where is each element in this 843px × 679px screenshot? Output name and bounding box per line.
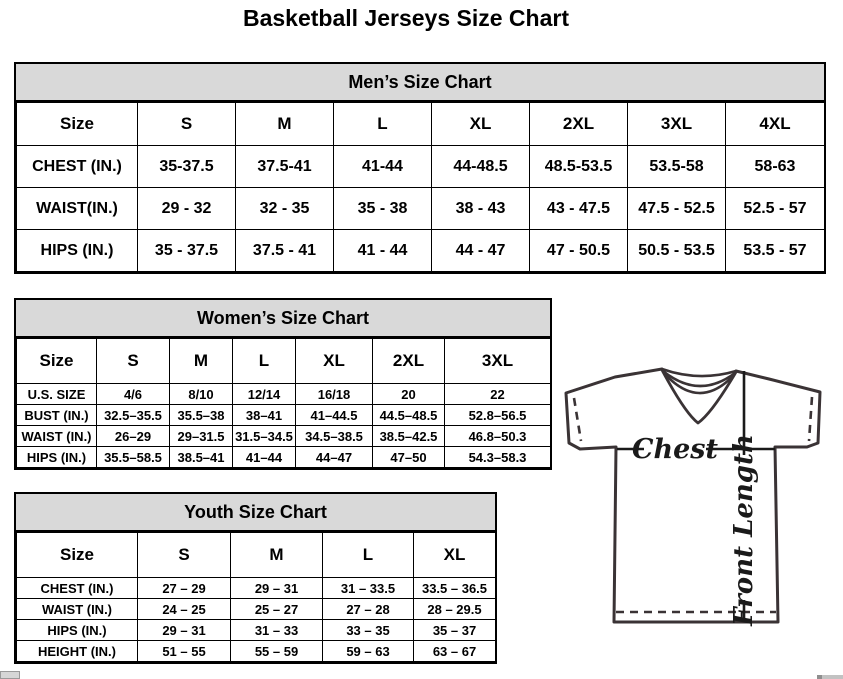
size-header-row <box>17 339 551 384</box>
size-value-cell: 16/18 <box>296 384 373 405</box>
size-value-cell: S <box>138 103 236 146</box>
size-value-cell: 35 - 38 <box>334 188 432 230</box>
measurement-row <box>17 188 825 230</box>
size-value-cell: 43 - 47.5 <box>530 188 628 230</box>
size-value-cell: 41–44.5 <box>296 405 373 426</box>
size-header-row <box>17 533 496 578</box>
scrollbar-fragment-left[interactable] <box>0 671 20 679</box>
size-value-cell: 34.5–38.5 <box>296 426 373 447</box>
size-value-cell: 8/10 <box>170 384 233 405</box>
size-value-cell: 44-48.5 <box>432 146 530 188</box>
row-label-cell: HIPS (IN.) <box>17 230 138 272</box>
youth-size-table <box>16 532 496 662</box>
left-sleeve-stitch-line <box>574 398 581 441</box>
size-value-cell: 27 – 29 <box>138 578 231 599</box>
size-value-cell: 52.8–56.5 <box>445 405 551 426</box>
size-value-cell: XL <box>414 533 496 578</box>
measurement-row <box>17 447 551 468</box>
measurement-row <box>17 405 551 426</box>
mens-chart-header: Men’s Size Chart <box>16 64 824 102</box>
size-value-cell: 4/6 <box>97 384 170 405</box>
size-value-cell: 3XL <box>445 339 551 384</box>
size-value-cell: 32 - 35 <box>236 188 334 230</box>
size-value-cell: 31 – 33 <box>231 620 323 641</box>
size-value-cell: 29–31.5 <box>170 426 233 447</box>
size-value-cell: 41-44 <box>334 146 432 188</box>
measurement-row <box>17 578 496 599</box>
size-value-cell: 44.5–48.5 <box>373 405 445 426</box>
size-value-cell: M <box>231 533 323 578</box>
youth-chart-header: Youth Size Chart <box>16 494 495 532</box>
size-value-cell: 54.3–58.3 <box>445 447 551 468</box>
size-value-cell: 35 – 37 <box>414 620 496 641</box>
size-value-cell: 47 - 50.5 <box>530 230 628 272</box>
measurement-row <box>17 599 496 620</box>
size-value-cell: 53.5 - 57 <box>726 230 825 272</box>
size-value-cell: 48.5-53.5 <box>530 146 628 188</box>
size-value-cell: 47–50 <box>373 447 445 468</box>
womens-chart-header: Women’s Size Chart <box>16 300 550 338</box>
size-value-cell: L <box>233 339 296 384</box>
row-label-cell: WAIST (IN.) <box>17 426 97 447</box>
size-value-cell: 22 <box>445 384 551 405</box>
size-value-cell: 32.5–35.5 <box>97 405 170 426</box>
size-value-cell: 35-37.5 <box>138 146 236 188</box>
size-value-cell: 4XL <box>726 103 825 146</box>
measurement-row <box>17 384 551 405</box>
row-label-cell: Size <box>17 339 97 384</box>
size-value-cell: 12/14 <box>233 384 296 405</box>
size-value-cell: 37.5-41 <box>236 146 334 188</box>
size-value-cell: 44 - 47 <box>432 230 530 272</box>
size-value-cell: S <box>138 533 231 578</box>
youth-size-chart <box>14 492 497 664</box>
size-value-cell: 33 – 35 <box>323 620 414 641</box>
size-value-cell: M <box>236 103 334 146</box>
page-title: Basketball Jerseys Size Chart <box>242 5 569 31</box>
size-value-cell: 2XL <box>530 103 628 146</box>
row-label-cell: WAIST (IN.) <box>17 599 138 620</box>
row-label-cell: WAIST(IN.) <box>17 188 138 230</box>
mens-size-table <box>16 102 825 272</box>
size-value-cell: 35 - 37.5 <box>138 230 236 272</box>
size-value-cell: L <box>334 103 432 146</box>
size-value-cell: 31 – 33.5 <box>323 578 414 599</box>
row-label-cell: U.S. SIZE <box>17 384 97 405</box>
size-value-cell: 37.5 - 41 <box>236 230 334 272</box>
size-value-cell: S <box>97 339 170 384</box>
womens-size-table <box>16 338 551 468</box>
size-value-cell: 38 - 43 <box>432 188 530 230</box>
size-value-cell: 47.5 - 52.5 <box>628 188 726 230</box>
size-value-cell: 29 – 31 <box>138 620 231 641</box>
size-value-cell: 41 - 44 <box>334 230 432 272</box>
row-label-cell: Size <box>17 103 138 146</box>
size-value-cell: 33.5 – 36.5 <box>414 578 496 599</box>
row-label-cell: HIPS (IN.) <box>17 447 97 468</box>
row-label-cell: BUST (IN.) <box>17 405 97 426</box>
measurement-row <box>17 426 551 447</box>
size-value-cell: 25 – 27 <box>231 599 323 620</box>
size-value-cell: L <box>323 533 414 578</box>
size-value-cell: 20 <box>373 384 445 405</box>
size-value-cell: 28 – 29.5 <box>414 599 496 620</box>
right-sleeve-stitch-line <box>809 397 812 441</box>
measurement-row <box>17 146 825 188</box>
size-header-row <box>17 103 825 146</box>
measurement-row <box>17 620 496 641</box>
row-label-cell: HEIGHT (IN.) <box>17 641 138 662</box>
size-value-cell: 55 – 59 <box>231 641 323 662</box>
scrollbar-fragment-right[interactable] <box>817 675 843 679</box>
measurement-row <box>17 641 496 662</box>
size-value-cell: 38.5–41 <box>170 447 233 468</box>
front-length-label: Front Length <box>729 434 759 626</box>
size-value-cell: 31.5–34.5 <box>233 426 296 447</box>
size-value-cell: M <box>170 339 233 384</box>
size-value-cell: 2XL <box>373 339 445 384</box>
size-value-cell: 29 – 31 <box>231 578 323 599</box>
size-value-cell: 59 – 63 <box>323 641 414 662</box>
jersey-measurement-diagram <box>562 362 842 677</box>
size-value-cell: 63 – 67 <box>414 641 496 662</box>
size-value-cell: 35.5–58.5 <box>97 447 170 468</box>
size-value-cell: XL <box>296 339 373 384</box>
row-label-cell: CHEST (IN.) <box>17 578 138 599</box>
size-value-cell: 41–44 <box>233 447 296 468</box>
size-value-cell: 46.8–50.3 <box>445 426 551 447</box>
collar-top-line <box>662 369 736 376</box>
size-value-cell: 29 - 32 <box>138 188 236 230</box>
size-value-cell: 26–29 <box>97 426 170 447</box>
size-value-cell: 35.5–38 <box>170 405 233 426</box>
size-value-cell: 24 – 25 <box>138 599 231 620</box>
size-value-cell: XL <box>432 103 530 146</box>
size-value-cell: 38–41 <box>233 405 296 426</box>
womens-size-chart <box>14 298 552 470</box>
size-value-cell: 3XL <box>628 103 726 146</box>
size-value-cell: 58-63 <box>726 146 825 188</box>
row-label-cell: Size <box>17 533 138 578</box>
size-value-cell: 44–47 <box>296 447 373 468</box>
size-value-cell: 51 – 55 <box>138 641 231 662</box>
size-value-cell: 53.5-58 <box>628 146 726 188</box>
row-label-cell: CHEST (IN.) <box>17 146 138 188</box>
size-value-cell: 38.5–42.5 <box>373 426 445 447</box>
size-value-cell: 50.5 - 53.5 <box>628 230 726 272</box>
chest-label: Chest <box>632 434 718 465</box>
measurement-row <box>17 230 825 272</box>
size-value-cell: 52.5 - 57 <box>726 188 825 230</box>
size-value-cell: 27 – 28 <box>323 599 414 620</box>
row-label-cell: HIPS (IN.) <box>17 620 138 641</box>
mens-size-chart <box>14 62 826 274</box>
jersey-outline <box>566 369 820 622</box>
